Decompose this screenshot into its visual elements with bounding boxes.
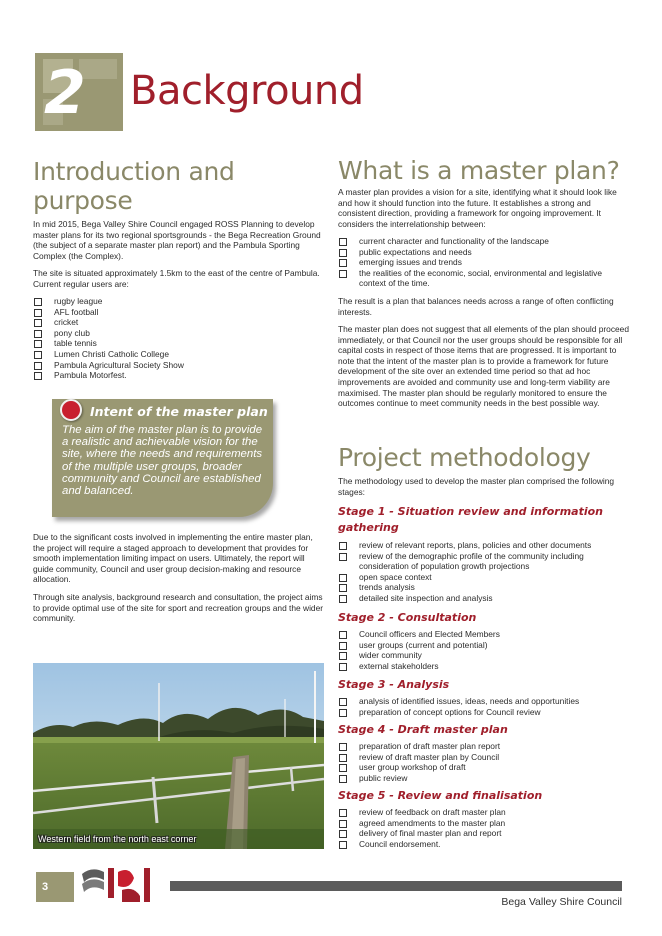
list-item: analysis of identified issues, ideas, needs and opportunities: [338, 696, 630, 707]
list-item: AFL football: [33, 307, 323, 318]
stage-1-heading-line2: gathering: [338, 521, 399, 534]
intro-paragraph-2: The site is situated approximately 1.5km to the east of the centre of Pambula. Current regular users are:: [33, 268, 320, 289]
photo-caption: Western field from the north east corner: [38, 834, 197, 844]
list-item: rugby league: [33, 296, 323, 307]
users-list: [33, 296, 323, 381]
master-plan-heading: What is a master plan?: [338, 156, 620, 185]
stage-5-list: [338, 807, 630, 849]
council-logo-icon: [78, 862, 164, 906]
list-item: review of the demographic profile of the community including consideration of population growth projections: [338, 551, 630, 572]
callout-title: Intent of the master plan: [90, 404, 268, 419]
stage-2-list: [338, 629, 630, 671]
list-item: Council officers and Elected Members: [338, 629, 630, 640]
list-item: the realities of the economic, social, environmental and legislative context of the time.: [338, 268, 628, 289]
stage-4-heading: Stage 4 - Draft master plan: [338, 723, 508, 736]
intro-heading-line2: purpose: [33, 186, 133, 215]
methodology-intro: The methodology used to develop the master plan comprised the following stages:: [338, 476, 615, 497]
stage-1-list: [338, 540, 630, 604]
master-plan-paragraph-1: A master plan provides a vision for a site, identifying what it should look like and how it should function into the future. It establishes a strong and consistent direction, providing a framework for ongoing improvement. It considers the interrelationship between:: [338, 187, 617, 229]
list-item: wider community: [338, 650, 630, 661]
callout-text: The aim of the master plan is to provide a realistic and achievable vision for the site, where the needs and requirements of the multiple user groups, broader community and Council are established and balanced.: [62, 424, 263, 498]
page-number: 3: [42, 881, 49, 893]
list-item: preparation of draft master plan report: [338, 741, 630, 752]
list-item: user group workshop of draft: [338, 762, 630, 773]
methodology-heading: Project methodology: [338, 443, 591, 472]
list-item: open space context: [338, 572, 630, 583]
list-item: Council endorsement.: [338, 839, 630, 850]
list-item: public review: [338, 773, 630, 784]
list-item: pony club: [33, 328, 323, 339]
list-item: current character and functionality of the landscape: [338, 236, 628, 247]
list-item: emerging issues and trends: [338, 257, 628, 268]
list-item: table tennis: [33, 338, 323, 349]
master-plan-paragraph-3: The master plan does not suggest that all elements of the plan should proceed immediately, or that Council nor the user groups should be responsible for all capital costs in respect of those items that are progressed. It is important to note that the intent of the master plan is to provide a framework for future development of the site over an extended time period so that ad hoc improvements are avoided and community use and long-term viability are maximised. The master plan should be regularly monitored to ensure the outcomes continue to meet community needs in the best possible way.: [338, 324, 629, 409]
footer-bar: [170, 881, 622, 891]
list-item: review of draft master plan by Council: [338, 752, 630, 763]
list-item: external stakeholders: [338, 661, 630, 672]
council-name: Bega Valley Shire Council: [501, 896, 622, 908]
list-item: preparation of concept options for Council review: [338, 707, 630, 718]
list-item: Pambula Agricultural Society Show: [33, 360, 323, 371]
stage-1-heading-line1: Stage 1 - Situation review and information: [338, 505, 604, 518]
list-item: trends analysis: [338, 582, 630, 593]
field-photo-image: [33, 663, 324, 849]
stage-3-heading: Stage 3 - Analysis: [338, 678, 450, 691]
stage-5-heading: Stage 5 - Review and finalisation: [338, 789, 543, 802]
list-item: detailed site inspection and analysis: [338, 593, 630, 604]
lower-paragraph-1: Due to the significant costs involved in implementing the entire master plan, the project will require a staged approach to development that provides for smooth implementation limiting impact on users. Ultimately, the report will guide community, Council and user group decision-making and resource allocation.: [33, 532, 313, 585]
list-item: cricket: [33, 317, 323, 328]
list-item: delivery of final master plan and report: [338, 828, 630, 839]
list-item: agreed amendments to the master plan: [338, 818, 630, 829]
list-item: public expectations and needs: [338, 247, 628, 258]
field-photo: [33, 663, 324, 849]
red-dot-icon: [60, 399, 82, 421]
list-item: Pambula Motorfest.: [33, 370, 323, 381]
list-item: review of feedback on draft master plan: [338, 807, 630, 818]
stage-2-heading: Stage 2 - Consultation: [338, 611, 477, 624]
list-item: user groups (current and potential): [338, 640, 630, 651]
stage-4-list: [338, 741, 630, 783]
chapter-number: 2: [44, 58, 86, 128]
list-item: Lumen Christi Catholic College: [33, 349, 323, 360]
master-plan-list: [338, 236, 628, 289]
stage-3-list: [338, 696, 630, 717]
list-item: review of relevant reports, plans, policies and other documents: [338, 540, 630, 551]
chapter-title: Background: [130, 68, 364, 114]
intro-paragraph-1: In mid 2015, Bega Valley Shire Council engaged ROSS Planning to develop master plans for its two regional sportsgrounds - the Bega Recreation Ground (the subject of a separate master plan report) and the Pambula Sporting Complex (the Complex).: [33, 219, 321, 261]
intro-heading-line1: Introduction and: [33, 157, 235, 186]
lower-paragraph-2: Through site analysis, background research and consultation, the project aims to provide optimal use of the site for sport and recreation groups and the wider community.: [33, 592, 324, 624]
master-plan-paragraph-2: The result is a plan that balances needs across a range of often conflicting interests.: [338, 296, 614, 317]
